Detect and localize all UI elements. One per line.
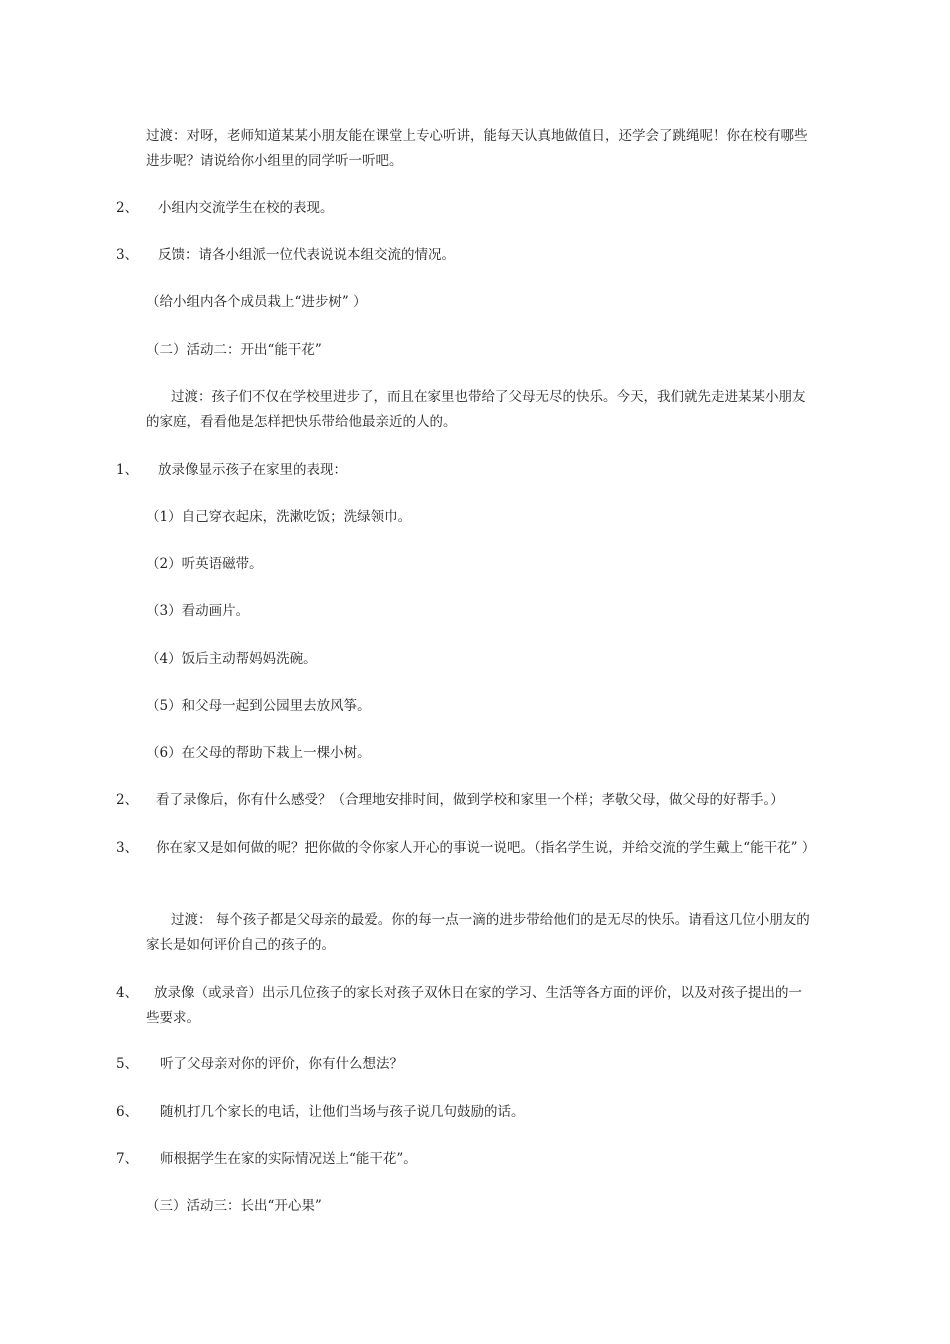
list-number: 3、 <box>116 247 139 263</box>
list-item: 师根据学生在家的实际情况送上“能干花”。 <box>160 1151 417 1167</box>
paragraph-note: （给小组内各个成员栽上“进步树” ） <box>146 294 367 310</box>
list-item: 随机打几个家长的电话，让他们当场与孩子说几句鼓励的话。 <box>160 1104 525 1120</box>
section-heading-3: （三）活动三：长出“开心果” <box>146 1198 322 1214</box>
list-number: 4、 <box>116 985 139 1001</box>
list-item: 听了父母亲对你的评价，你有什么想法？ <box>160 1056 403 1072</box>
list-number: 6、 <box>116 1104 139 1120</box>
list-number: 7、 <box>116 1151 139 1167</box>
list-number: 2、 <box>116 792 139 808</box>
sub-item: （5）和父母一起到公园里去放风筝。 <box>146 698 371 714</box>
list-item: 放录像显示孩子在家里的表现： <box>158 462 347 478</box>
list-number: 3、 <box>116 840 139 856</box>
list-item: 放录像（或录音）出示几位孩子的家长对孩子双休日在家的学习、生活等各方面的评价，以及对孩子提出的一些要求。 <box>146 985 802 1026</box>
paragraph-transition-3: 过渡： 每个孩子都是父母亲的最爱。你的每一点一滴的进步带给他们的是无尽的快乐。请看这几位小朋友的家长是如何评价自己的孩子的。 <box>146 912 810 953</box>
list-item: 小组内交流学生在校的表现。 <box>158 200 334 216</box>
list-number: 2、 <box>116 200 139 216</box>
list-item: 看了录像后，你有什么感受？（合理地安排时间，做到学校和家里一个样；孝敬父母，做父母的好帮手。） <box>156 792 784 808</box>
sub-item: （6）在父母的帮助下栽上一棵小树。 <box>146 745 371 761</box>
list-item: 你在家又是如何做的呢？把你做的令你家人开心的事说一说吧。（指名学生说，并给交流的学生戴上“能干花” ） <box>156 840 816 856</box>
list-item: 反馈：请各小组派一位代表说说本组交流的情况。 <box>158 247 455 263</box>
paragraph-transition-2: 过渡：孩子们不仅在学校里进步了，而且在家里也带给了父母无尽的快乐。今天，我们就先走进某某小朋友的家庭，看看他是怎样把快乐带给他最亲近的人的。 <box>146 389 806 430</box>
paragraph-transition-1: 过渡：对呀，老师知道某某小朋友能在课堂上专心听讲，能每天认真地做值日，还学会了跳绳呢！你在校有哪些进步呢？请说给你小组里的同学听一听吧。 <box>146 128 808 169</box>
list-number: 1、 <box>116 462 139 478</box>
list-number: 5、 <box>116 1056 139 1072</box>
sub-item: （2）听英语磁带。 <box>146 556 263 572</box>
sub-item: （3）看动画片。 <box>146 603 250 619</box>
section-heading-2: （二）活动二：开出“能干花” <box>146 342 322 358</box>
sub-item: （1）自己穿衣起床，洗漱吃饭；洗绿领巾。 <box>146 509 412 525</box>
sub-item: （4）饭后主动帮妈妈洗碗。 <box>146 651 317 667</box>
